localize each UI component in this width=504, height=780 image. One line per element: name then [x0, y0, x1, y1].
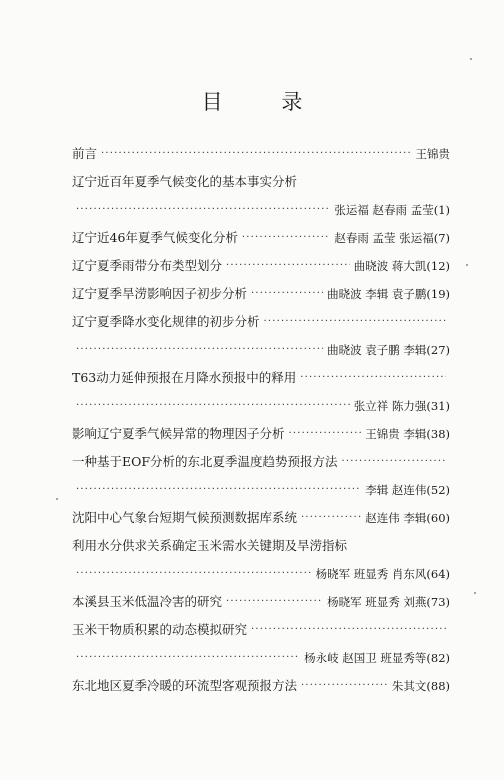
toc-entry-title: T63动力延伸预报在月降水预报中的释用: [72, 370, 297, 385]
toc-entry: [72, 672, 450, 700]
toc-entry-title: 沈阳中心气象台短期气候预测数据库系统: [72, 510, 298, 525]
leader-dots: [301, 672, 388, 700]
toc-entry: [72, 140, 450, 168]
toc-entry: [72, 616, 450, 644]
toc-entry-continuation: [72, 476, 450, 504]
toc-entry-title: 辽宁夏季雨带分布类型划分: [72, 258, 223, 273]
toc-entry: [72, 224, 450, 252]
leader-dots: [76, 560, 312, 588]
toc-entry-continuation: [72, 196, 450, 224]
toc-entry-title: 东北地区夏季冷暖的环流型客观预报方法: [72, 678, 298, 693]
leader-dots: [226, 252, 350, 280]
page-title: 目 录: [201, 90, 329, 114]
toc-entry: [72, 532, 450, 560]
leader-dots: [242, 224, 330, 252]
leader-dots: [76, 476, 361, 504]
leader-dots: [301, 504, 361, 532]
scan-speck: [56, 498, 58, 500]
toc-entry-authors: 王锦贵 李辑(38): [365, 427, 450, 441]
toc-entry-continuation: [72, 336, 450, 364]
toc-entry-continuation: [72, 560, 450, 588]
toc-entry-authors: 王锦贵: [415, 147, 450, 161]
toc-entry-title: 本溪县玉米低温冷害的研究: [72, 594, 223, 609]
toc-entry-title: 一种基于EOF分析的东北夏季温度趋势预报方法: [72, 454, 338, 469]
toc-entry: [72, 308, 450, 336]
leader-dots: [289, 420, 362, 448]
toc-entry-continuation: [72, 644, 450, 672]
toc-entry: [72, 280, 450, 308]
leader-dots: [226, 588, 323, 616]
toc-entry-authors: 李辑 赵连伟(52): [365, 483, 450, 497]
toc-entry-authors: 曲晓波 李辑 袁子鹏(19): [327, 287, 450, 301]
toc-entry-authors: 赵连伟 李辑(60): [365, 511, 450, 525]
scan-speck: [474, 592, 476, 594]
toc-entry-authors: 张运福 赵春雨 孟莹(1): [334, 203, 450, 217]
table-of-contents: [72, 140, 450, 700]
toc-entry-authors: 杨永岐 赵国卫 班显秀等(82): [304, 651, 450, 665]
leader-dots: [251, 280, 323, 308]
toc-entry-authors: 张立祥 陈力强(31): [353, 399, 450, 413]
toc-entry-title: 辽宁近46年夏季气候变化分析: [72, 230, 238, 245]
toc-entry: [72, 252, 450, 280]
leader-dots: [76, 196, 330, 224]
toc-entry: [72, 364, 450, 392]
toc-entry-title: 辽宁近百年夏季气候变化的基本事实分析: [72, 174, 298, 189]
toc-entry-title: 前言: [72, 146, 98, 161]
toc-entry-continuation: [72, 392, 450, 420]
leader-dots: [251, 616, 446, 644]
leader-dots: [300, 364, 446, 392]
toc-entry: [72, 420, 450, 448]
scan-speck: [470, 58, 472, 60]
toc-entry-title: 辽宁夏季降水变化规律的初步分析: [72, 314, 260, 329]
toc-entry: [72, 504, 450, 532]
toc-entry: [72, 448, 450, 476]
toc-entry-title: 影响辽宁夏季气候异常的物理因子分析: [72, 426, 285, 441]
toc-entry-authors: 赵春雨 孟莹 张运福(7): [334, 231, 450, 245]
leader-dots: [76, 392, 350, 420]
toc-entry-authors: 朱其文(88): [391, 679, 450, 693]
leader-dots: [76, 644, 300, 672]
leader-dots: [76, 336, 323, 364]
leader-dots: [101, 140, 411, 168]
toc-entry-title: 利用水分供求关系确定玉米需水关键期及旱涝指标: [72, 538, 348, 553]
toc-entry-authors: 曲晓波 袁子鹏 李辑(27): [327, 343, 450, 357]
leader-dots: [342, 448, 446, 476]
toc-entry-authors: 杨晓军 班显秀 刘燕(73): [327, 595, 450, 609]
toc-entry: [72, 168, 450, 196]
toc-entry-authors: 曲晓波 蒋大凯(12): [353, 259, 450, 273]
toc-entry-authors: 杨晓军 班显秀 肖东风(64): [315, 567, 450, 581]
toc-entry: [72, 588, 450, 616]
toc-entry-title: 玉米干物质积累的动态模拟研究: [72, 622, 248, 637]
toc-entry-title: 辽宁夏季旱涝影响因子初步分析: [72, 286, 248, 301]
leader-dots: [264, 308, 446, 336]
scan-speck: [466, 264, 468, 266]
